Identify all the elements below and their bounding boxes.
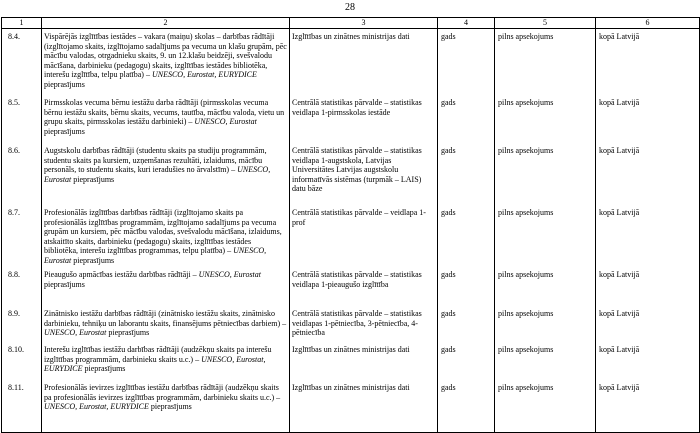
coverage: kopā Latvijā (596, 309, 700, 345)
indicator-description: Pieaugušo apmācības iestāžu darbības rādītāji – UNESCO, Eurostat pieprasījums (42, 270, 290, 309)
survey-type: pilns apsekojums (495, 208, 596, 270)
indicator-description: Zinātnisko iestāžu darbības rādītāji (zinātnisko iestāžu skaits, zinātnisko darbinieku, tehniķu un laborantu skaits, finansējums pētniecības darbiem) – UNESCO, Eurostat pieprasījums (42, 309, 290, 345)
data-source: Izglītības un zinātnes ministrijas dati (290, 383, 438, 433)
row-number: 8.9. (2, 309, 42, 345)
data-source: Izglītības un zinātnes ministrijas dati (290, 29, 438, 99)
data-source: Izglītības un zinātnes ministrijas dati (290, 345, 438, 383)
indicator-description: Vispārējās izglītības iestādes – vakara (maiņu) skolas – darbības rādītāji (izglītojamo skaits, izglītojamo sadalījums pa vecuma un klašu grupām, pēc mācību valodas, otrgadnieku skaits, 9. un 12.klašu beidzēji, svešvalodu mācīšana, darbinieku (pedagogu) skaits, izglītības iestādes bibliotēka, interešu izglītība, telpu platība) – UNESCO, Eurostat, EURYDICE pieprasījums (42, 29, 290, 99)
table-row (2, 98, 700, 146)
row-number: 8.6. (2, 146, 42, 208)
indicator-description: Augstskolu darbības rādītāji (studentu skaits pa studiju programmām, studentu skaits pa kursiem, uzņemšanas rezultāti, izlaidums, mācību personāls, to studentu skaits, kuri ieradušies no ārvalstīm) – UNESCO, Eurostat pieprasījums (42, 146, 290, 208)
header-row (2, 18, 700, 29)
coverage: kopā Latvijā (596, 345, 700, 383)
col-header-5: 5 (495, 18, 596, 29)
period: gads (438, 208, 495, 270)
data-source: Centrālā statistikas pārvalde – veidlapa 1-prof (290, 208, 438, 270)
survey-type: pilns apsekojums (495, 29, 596, 99)
coverage: kopā Latvijā (596, 383, 700, 433)
row-number: 8.10. (2, 345, 42, 383)
col-header-6: 6 (596, 18, 700, 29)
table-row (2, 345, 700, 383)
period: gads (438, 98, 495, 146)
indicator-description: Pirmsskolas vecuma bērnu iestāžu darba rādītāji (pirmsskolas vecuma bērnu iestāžu skaits, bērnu skaits, vecums, tautība, mācību valoda, vietu un grupu skaits, pirmsskolas iestāžu darbinieki) – UNESCO, Eurostat pieprasījums (42, 98, 290, 146)
row-number: 8.4. (2, 29, 42, 99)
table-row (2, 270, 700, 309)
coverage: kopā Latvijā (596, 146, 700, 208)
survey-type: pilns apsekojums (495, 98, 596, 146)
statistics-table (1, 17, 700, 433)
row-number: 8.8. (2, 270, 42, 309)
survey-type: pilns apsekojums (495, 270, 596, 309)
period: gads (438, 146, 495, 208)
period: gads (438, 383, 495, 433)
row-number: 8.11. (2, 383, 42, 433)
period: gads (438, 345, 495, 383)
indicator-description: Profesionālās izglītības darbības rādītāji (izglītojamo skaits pa profesionālās izglītības programmām, izglītojamo sadalījums pa vecuma grupām un kursiem, pēc mācību valodas, svešvalodu mācīšana, izlaidums, atskaitīto skaits, darbinieku (pedagogu) skaits, izglītības iestādes bibliotēka, interešu izglītības programmas, telpu platība) – UNESCO, Eurostat pieprasījums (42, 208, 290, 270)
data-source: Centrālā statistikas pārvalde – statistikas veidlapa 1-pirmsskolas iestāde (290, 98, 438, 146)
col-header-3: 3 (290, 18, 438, 29)
data-source: Centrālā statistikas pārvalde – statistikas veidlapa 1-pieaugušo izglītība (290, 270, 438, 309)
indicator-description: Profesionālās ievirzes izglītības iestāžu darbības rādītāji (audzēkņu skaits pa profesionālās ievirzes izglītības programmām, darbinieku skaits u.c.) – UNESCO, Eurostat, EURYDICE pieprasījums (42, 383, 290, 433)
coverage: kopā Latvijā (596, 270, 700, 309)
table-row (2, 383, 700, 433)
coverage: kopā Latvijā (596, 98, 700, 146)
indicator-description: Interešu izglītības iestāžu darbības rādītāji (audzēkņu skaits pa interešu izglītības programmām, darbinieku skaits u.c.) – UNESCO, Eurostat, EURYDICE pieprasījums (42, 345, 290, 383)
survey-type: pilns apsekojums (495, 383, 596, 433)
table-row (2, 208, 700, 270)
table-row (2, 146, 700, 208)
period: gads (438, 270, 495, 309)
coverage: kopā Latvijā (596, 208, 700, 270)
data-source: Centrālā statistikas pārvalde – statistikas veidlapa 1-augstskola, Latvijas Universitātes Latvijas augstskolu informatīvās sistēmas (turpmāk – LAIS) datu bāze (290, 146, 438, 208)
survey-type: pilns apsekojums (495, 146, 596, 208)
period: gads (438, 29, 495, 99)
table-row (2, 309, 700, 345)
coverage: kopā Latvijā (596, 29, 700, 99)
data-source: Centrālā statistikas pārvalde – statistikas veidlapas 1-pētniecība, 3-pētniecība, 4-pētniecība (290, 309, 438, 345)
survey-type: pilns apsekojums (495, 309, 596, 345)
table-row (2, 29, 700, 99)
page-number: 28 (345, 2, 355, 13)
col-header-1: 1 (2, 18, 42, 29)
col-header-2: 2 (42, 18, 290, 29)
survey-type: pilns apsekojums (495, 345, 596, 383)
row-number: 8.5. (2, 98, 42, 146)
period: gads (438, 309, 495, 345)
col-header-4: 4 (438, 18, 495, 29)
row-number: 8.7. (2, 208, 42, 270)
